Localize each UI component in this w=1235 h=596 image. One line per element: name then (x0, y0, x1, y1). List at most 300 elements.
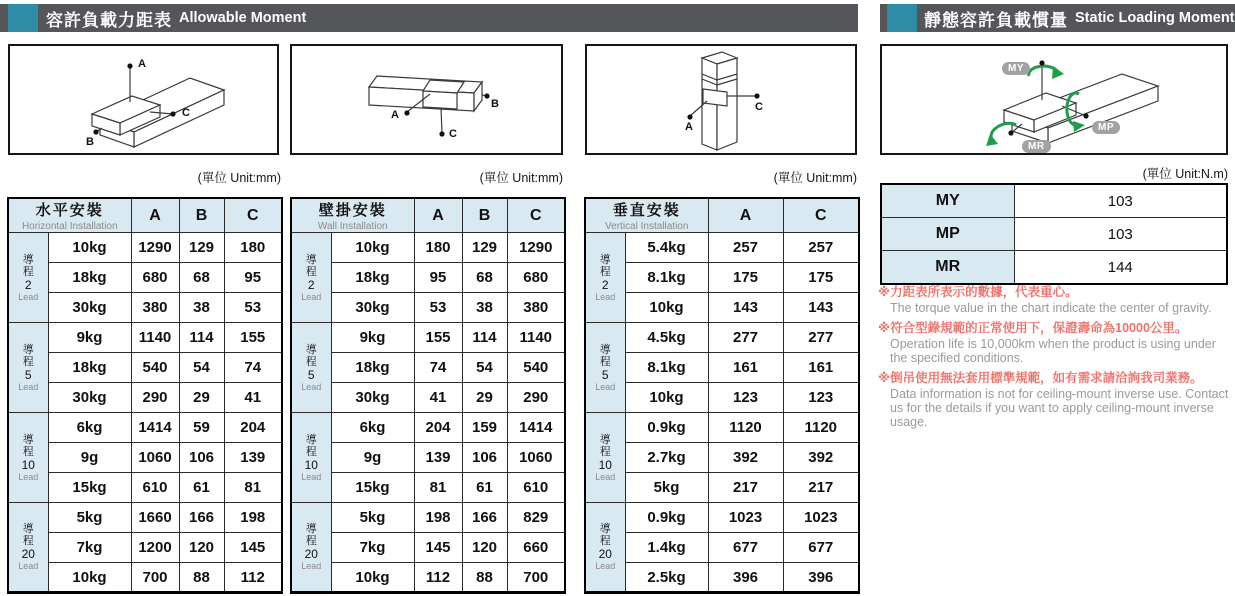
point-label-b: B (491, 98, 499, 110)
load-cell: 18kg (48, 353, 131, 383)
value-cell: 1120 (783, 413, 859, 443)
unit-label-nm: (單位 Unit:N.m) (1142, 167, 1228, 181)
note-item (878, 284, 1232, 315)
value-cell: 166 (462, 503, 507, 533)
load-cell: 10kg (48, 233, 131, 263)
table-title-zh: 水平安裝 (35, 202, 104, 219)
moment-value-mp: 103 (1014, 218, 1227, 251)
table-row (8, 443, 282, 473)
load-cell: 6kg (48, 413, 131, 443)
load-cell: 9kg (48, 323, 131, 353)
table-row (8, 473, 282, 503)
lead-label-en: Lead (301, 561, 322, 571)
table-title-en: Vertical Installation (605, 221, 689, 232)
lead-label-zh: 導 (599, 253, 611, 266)
value-cell: 68 (462, 263, 507, 293)
table-row (8, 263, 282, 293)
lead-label-zh: 導 (305, 433, 317, 446)
note-zh: ※力距表所表示的數據，代表重心。 (878, 285, 1078, 299)
header-row (8, 198, 282, 233)
value-cell: 1023 (708, 503, 783, 533)
lead-label-zh: 程 (22, 355, 34, 368)
table-row (291, 293, 565, 323)
lead-label-zh: 程 (22, 535, 34, 547)
table-title-zh: 垂直安裝 (612, 202, 681, 219)
load-cell: 10kg (331, 563, 414, 593)
table-row (291, 323, 565, 353)
lead-label-zh: 程 (599, 355, 611, 368)
value-cell: 1120 (708, 413, 783, 443)
lead-label-zh: 導 (22, 343, 34, 356)
table-row (585, 263, 859, 293)
value-cell: 1060 (131, 443, 179, 473)
value-cell: 145 (414, 533, 462, 563)
lead-cell (585, 413, 625, 503)
value-cell: 1290 (131, 233, 179, 263)
table-row (291, 353, 565, 383)
lead-label-zh: 程 (22, 445, 34, 458)
horizontal-installation-table-host (7, 197, 283, 594)
table-title-en: Horizontal Installation (21, 221, 118, 232)
value-cell: 53 (224, 293, 282, 323)
value-cell: 1414 (507, 413, 565, 443)
lead-label-zh: 程 (305, 445, 317, 458)
value-cell: 54 (179, 353, 224, 383)
lead-label-zh: 程 (599, 535, 611, 547)
value-cell: 106 (179, 443, 224, 473)
point-label-a: A (685, 121, 693, 133)
load-cell: 9kg (331, 323, 414, 353)
value-cell: 257 (708, 233, 783, 263)
load-cell: 30kg (48, 383, 131, 413)
note-en: Operation life is 10,000km when the product is using under the specified conditions. (890, 337, 1216, 365)
table-row (8, 323, 282, 353)
value-cell: 680 (131, 263, 179, 293)
value-cell: 1414 (131, 413, 179, 443)
table-row (585, 353, 859, 383)
table-row (585, 443, 859, 473)
lead-label-zh: 導 (305, 523, 317, 535)
value-cell: 120 (179, 533, 224, 563)
load-cell: 18kg (48, 263, 131, 293)
table-row (585, 383, 859, 413)
value-cell: 41 (414, 383, 462, 413)
table-row (585, 563, 859, 593)
value-cell: 257 (783, 233, 859, 263)
table-row (291, 263, 565, 293)
value-cell: 120 (462, 533, 507, 563)
table-row (585, 503, 859, 533)
table-title (8, 198, 131, 233)
value-cell: 129 (462, 233, 507, 263)
value-cell: 277 (708, 323, 783, 353)
column-header-c: C (224, 198, 282, 233)
header-row (585, 198, 859, 233)
actuator-isometric-icon (587, 46, 855, 153)
value-cell: 145 (224, 533, 282, 563)
moment-label-my: MY (881, 184, 1014, 218)
lead-label-en: Lead (301, 471, 322, 482)
value-cell: 139 (224, 443, 282, 473)
value-cell: 112 (414, 563, 462, 593)
value-cell: 1023 (783, 503, 859, 533)
lead-cell (8, 503, 48, 593)
table-row (8, 353, 282, 383)
lead-cell (291, 323, 331, 413)
load-cell: 7kg (331, 533, 414, 563)
table-row (585, 323, 859, 353)
value-cell: 95 (224, 263, 282, 293)
static-moment-table (880, 183, 1228, 285)
value-cell: 610 (507, 473, 565, 503)
lead-number: 2 (601, 277, 609, 292)
table-row (291, 473, 565, 503)
allowable-moment-title-en: Allowable Moment (179, 10, 307, 26)
column-header-c: C (783, 198, 859, 233)
load-cell: 6kg (331, 413, 414, 443)
point-label-c: C (182, 107, 190, 119)
value-cell: 61 (179, 473, 224, 503)
table-row (291, 383, 565, 413)
load-cell: 0.9kg (625, 503, 708, 533)
table-row (8, 503, 282, 533)
lead-number: 2 (307, 277, 315, 292)
load-cell: 4.5kg (625, 323, 708, 353)
load-cell: 10kg (48, 563, 131, 593)
value-cell: 180 (224, 233, 282, 263)
column-header-c: C (507, 198, 565, 233)
lead-label-en: Lead (18, 471, 39, 482)
value-cell: 114 (462, 323, 507, 353)
lead-label-zh: 導 (305, 343, 317, 356)
load-cell: 5kg (48, 503, 131, 533)
column-header-a: A (131, 198, 179, 233)
lead-label-en: Lead (595, 561, 616, 571)
lead-label-zh: 導 (305, 253, 317, 266)
value-cell: 217 (708, 473, 783, 503)
value-cell: 38 (179, 293, 224, 323)
value-cell: 61 (462, 473, 507, 503)
value-cell: 123 (708, 383, 783, 413)
load-cell: 10kg (331, 233, 414, 263)
value-cell: 392 (783, 443, 859, 473)
note-item (878, 370, 1232, 429)
lead-label-en: Lead (301, 291, 322, 302)
moment-value-my: 103 (1014, 184, 1227, 218)
load-cell: 30kg (331, 383, 414, 413)
table-row (585, 473, 859, 503)
note-zh: ※符合型錄規範的正常使用下，保證壽命為10000公里。 (878, 321, 1188, 335)
table-row (585, 233, 859, 263)
value-cell: 540 (131, 353, 179, 383)
load-cell: 30kg (331, 293, 414, 323)
value-cell: 677 (708, 533, 783, 563)
table-row (8, 233, 282, 263)
lead-cell (291, 503, 331, 593)
table-row (8, 413, 282, 443)
actuator-isometric-icon (292, 46, 561, 153)
lead-number: 5 (307, 367, 315, 382)
lead-number: 20 (304, 547, 318, 561)
value-cell: 38 (462, 293, 507, 323)
moment-value-mr: 144 (1014, 251, 1227, 285)
lead-label-zh: 程 (305, 535, 317, 547)
spec-table-horizontal (7, 197, 283, 594)
table-row (8, 293, 282, 323)
mr-axis-label: MR (1022, 140, 1051, 153)
wall-installation-table-host (290, 197, 566, 594)
value-cell: 139 (414, 443, 462, 473)
column-header-b: B (462, 198, 507, 233)
horizontal-installation-diagram (8, 44, 279, 155)
value-cell: 29 (179, 383, 224, 413)
value-cell: 129 (179, 233, 224, 263)
value-cell: 180 (414, 233, 462, 263)
value-cell: 290 (131, 383, 179, 413)
point-label-c: C (755, 101, 763, 113)
value-cell: 204 (224, 413, 282, 443)
value-cell: 1140 (131, 323, 179, 353)
lead-label-zh: 導 (599, 523, 611, 535)
notes (878, 284, 1232, 434)
load-cell: 15kg (331, 473, 414, 503)
lead-number: 20 (21, 547, 35, 561)
static-moment-title-zh: 靜態容許負載慣量 (924, 10, 1068, 30)
value-cell: 143 (783, 293, 859, 323)
value-cell: 88 (179, 563, 224, 593)
lead-cell (8, 413, 48, 503)
value-cell: 380 (131, 293, 179, 323)
value-cell: 81 (414, 473, 462, 503)
load-cell: 1.4kg (625, 533, 708, 563)
load-cell: 15kg (48, 473, 131, 503)
value-cell: 74 (414, 353, 462, 383)
load-cell: 8.1kg (625, 263, 708, 293)
value-cell: 1060 (507, 443, 565, 473)
header-row (291, 198, 565, 233)
value-cell: 680 (507, 263, 565, 293)
lead-cell (8, 233, 48, 323)
value-cell: 161 (783, 353, 859, 383)
my-axis-label: MY (1002, 62, 1030, 75)
value-cell: 112 (224, 563, 282, 593)
static-moment-title-en: Static Loading Moment (1075, 10, 1235, 26)
lead-label-zh: 程 (22, 265, 34, 278)
value-cell: 95 (414, 263, 462, 293)
wall-installation-diagram (290, 44, 563, 155)
load-cell: 10kg (625, 383, 708, 413)
spec-table-wall (290, 197, 566, 594)
value-cell: 700 (131, 563, 179, 593)
note-zh: ※倒吊使用無法套用標準規範，如有需求請洽詢我司業務。 (878, 371, 1203, 385)
load-cell: 5kg (625, 473, 708, 503)
mp-axis-label: MP (1092, 121, 1120, 134)
table-row (881, 184, 1227, 218)
lead-label-zh: 導 (599, 433, 611, 446)
lead-cell (8, 323, 48, 413)
lead-label-zh: 程 (599, 445, 611, 458)
table-row (8, 383, 282, 413)
load-cell: 30kg (48, 293, 131, 323)
value-cell: 175 (783, 263, 859, 293)
value-cell: 159 (462, 413, 507, 443)
value-cell: 81 (224, 473, 282, 503)
note-en: Data information is not for ceiling-mount inverse use. Contact us for the details if you want to apply ceiling-mount inverse usage. (890, 387, 1229, 429)
value-cell: 1200 (131, 533, 179, 563)
value-cell: 392 (708, 443, 783, 473)
lead-label-en: Lead (18, 381, 39, 392)
value-cell: 396 (708, 563, 783, 593)
load-cell: 5kg (331, 503, 414, 533)
table-row (291, 533, 565, 563)
table-row (8, 563, 282, 593)
load-cell: 0.9kg (625, 413, 708, 443)
column-header-b: B (179, 198, 224, 233)
actuator-rotation-axes-icon (882, 46, 1226, 153)
table-row (585, 533, 859, 563)
table-row (881, 251, 1227, 285)
value-cell: 74 (224, 353, 282, 383)
lead-label-en: Lead (595, 381, 616, 392)
table-row (8, 533, 282, 563)
lead-label-en: Lead (301, 381, 322, 392)
table-row (291, 563, 565, 593)
lead-number: 2 (24, 277, 32, 292)
allowable-moment-title-zh: 容許負載力距表 (46, 10, 172, 30)
lead-label-en: Lead (595, 291, 616, 302)
load-cell: 10kg (625, 293, 708, 323)
table-row (291, 233, 565, 263)
table-row (291, 443, 565, 473)
load-cell: 2.7kg (625, 443, 708, 473)
lead-label-zh: 導 (599, 343, 611, 356)
note-en: The torque value in the chart indicate the center of gravity. (890, 301, 1212, 315)
value-cell: 1290 (507, 233, 565, 263)
lead-cell (585, 503, 625, 593)
table-title (291, 198, 414, 233)
column-header-a: A (708, 198, 783, 233)
table-row (585, 413, 859, 443)
load-cell: 9g (331, 443, 414, 473)
value-cell: 166 (179, 503, 224, 533)
value-cell: 59 (179, 413, 224, 443)
value-cell: 1660 (131, 503, 179, 533)
value-cell: 161 (708, 353, 783, 383)
load-cell: 5.4kg (625, 233, 708, 263)
lead-label-zh: 程 (599, 265, 611, 278)
value-cell: 53 (414, 293, 462, 323)
value-cell: 660 (507, 533, 565, 563)
value-cell: 217 (783, 473, 859, 503)
value-cell: 155 (224, 323, 282, 353)
lead-label-zh: 導 (22, 253, 34, 266)
accent-square-icon (8, 4, 38, 32)
unit-label-mm: (單位 Unit:mm) (773, 171, 857, 185)
load-cell: 7kg (48, 533, 131, 563)
lead-label-en: Lead (595, 471, 616, 482)
value-cell: 204 (414, 413, 462, 443)
vertical-installation-table-host (584, 197, 860, 594)
load-cell: 2.5kg (625, 563, 708, 593)
table-row (585, 293, 859, 323)
value-cell: 175 (708, 263, 783, 293)
lead-number: 5 (601, 367, 609, 382)
moment-label-mp: MP (881, 218, 1014, 251)
value-cell: 54 (462, 353, 507, 383)
allowable-moment-header-bar (0, 4, 858, 32)
lead-label-zh: 導 (22, 523, 34, 535)
value-cell: 155 (414, 323, 462, 353)
unit-label-mm: (單位 Unit:mm) (479, 171, 563, 185)
load-cell: 9g (48, 443, 131, 473)
value-cell: 143 (708, 293, 783, 323)
value-cell: 106 (462, 443, 507, 473)
moment-label-mr: MR (881, 251, 1014, 285)
table-title (585, 198, 708, 233)
point-label-a: A (391, 109, 399, 121)
value-cell: 198 (224, 503, 282, 533)
value-cell: 68 (179, 263, 224, 293)
lead-label-en: Lead (18, 561, 39, 571)
table-title-en: Wall Installation (317, 221, 388, 232)
value-cell: 123 (783, 383, 859, 413)
value-cell: 29 (462, 383, 507, 413)
static-moment-header-bar (880, 4, 1235, 32)
accent-square-icon (887, 4, 917, 32)
value-cell: 88 (462, 563, 507, 593)
lead-label-zh: 程 (305, 355, 317, 368)
spec-table-vertical (584, 197, 860, 594)
load-cell: 18kg (331, 353, 414, 383)
static-loading-moment-diagram (880, 44, 1228, 155)
value-cell: 396 (783, 563, 859, 593)
table-row (291, 413, 565, 443)
value-cell: 290 (507, 383, 565, 413)
load-cell: 18kg (331, 263, 414, 293)
column-header-a: A (414, 198, 462, 233)
value-cell: 540 (507, 353, 565, 383)
lead-label-en: Lead (18, 291, 39, 302)
point-label-a: A (138, 58, 146, 70)
value-cell: 198 (414, 503, 462, 533)
table-title-zh: 壁掛安裝 (318, 202, 387, 219)
value-cell: 829 (507, 503, 565, 533)
unit-label-mm: (單位 Unit:mm) (197, 171, 281, 185)
value-cell: 277 (783, 323, 859, 353)
value-cell: 41 (224, 383, 282, 413)
note-item (878, 320, 1232, 365)
lead-number: 10 (304, 457, 318, 472)
lead-cell (585, 233, 625, 323)
value-cell: 700 (507, 563, 565, 593)
lead-cell (585, 323, 625, 413)
value-cell: 677 (783, 533, 859, 563)
table-row (291, 503, 565, 533)
lead-cell (291, 233, 331, 323)
load-cell: 8.1kg (625, 353, 708, 383)
lead-number: 10 (21, 457, 35, 472)
point-label-b: B (86, 136, 94, 148)
value-cell: 610 (131, 473, 179, 503)
lead-number: 20 (598, 547, 612, 561)
lead-number: 5 (24, 367, 32, 382)
lead-label-zh: 程 (305, 265, 317, 278)
vertical-installation-diagram (585, 44, 857, 155)
value-cell: 380 (507, 293, 565, 323)
value-cell: 1140 (507, 323, 565, 353)
value-cell: 114 (179, 323, 224, 353)
lead-cell (291, 413, 331, 503)
